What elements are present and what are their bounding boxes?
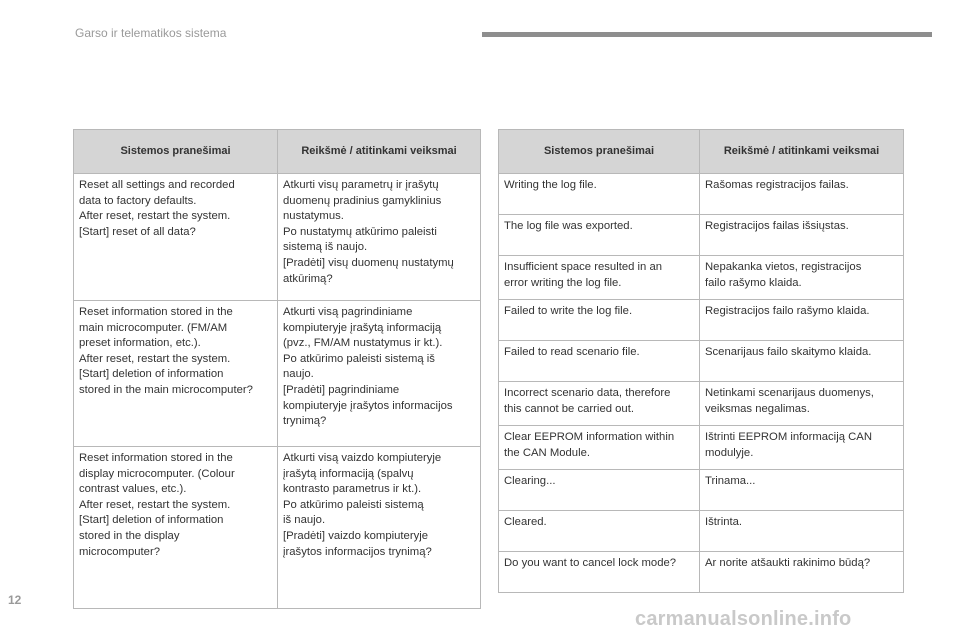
cell-text-line: Atkurti visą pagrindiniame xyxy=(283,306,413,318)
message-cell xyxy=(499,256,700,300)
message-cell xyxy=(499,300,700,341)
cell-text-line: Incorrect scenario data, therefore xyxy=(504,387,671,399)
table-row xyxy=(499,174,904,215)
cell-text-line: display microcomputer. (Colour xyxy=(79,467,235,480)
cell-text-line: kompiuteryje įrašytą informaciją xyxy=(283,321,442,334)
column-header-messages: Sistemos pranešimai xyxy=(74,130,278,174)
cell-text-line: Ar norite atšaukti rakinimo būdą? xyxy=(705,557,871,569)
table-row xyxy=(499,511,904,552)
watermark: carmanualsonline.info xyxy=(635,608,852,630)
cell-text-line: preset information, etc.). xyxy=(79,337,201,350)
column-header-messages: Sistemos pranešimai xyxy=(499,130,700,174)
cell-text-line: Registracijos failas išsiųstas. xyxy=(705,220,849,232)
cell-text-line: Atkurti visų parametrų ir įrašytų xyxy=(283,179,439,191)
table-header-row xyxy=(499,130,904,174)
cell-text-line: įrašytą informaciją (spalvų xyxy=(283,467,414,480)
message-cell xyxy=(74,174,278,301)
table-row xyxy=(499,382,904,426)
table-row xyxy=(499,215,904,256)
cell-text-line: [Pradėti] pagrindiniame xyxy=(283,383,400,396)
cell-text-line: modulyje. xyxy=(705,446,754,459)
meaning-cell xyxy=(700,426,904,470)
cell-text-line: Po nustatymų atkūrimo paleisti xyxy=(283,225,437,238)
meaning-cell xyxy=(700,470,904,511)
cell-text-line: Cleared. xyxy=(504,516,547,528)
table-row xyxy=(499,256,904,300)
cell-text-line: main microcomputer. (FM/AM xyxy=(79,321,228,334)
cell-text-line: Clearing... xyxy=(504,475,556,487)
cell-text-line: Clear EEPROM information within xyxy=(504,431,675,443)
cell-text-line: (pvz., FM/AM nustatymus ir kt.). xyxy=(283,337,443,350)
cell-text-line: Trinama... xyxy=(705,475,756,487)
cell-text-line: [Start] deletion of information xyxy=(79,514,224,527)
cell-text-line: After reset, restart the system. xyxy=(79,210,231,223)
cell-text-line: Reset all settings and recorded xyxy=(79,179,235,191)
cell-text-line: Registracijos failo rašymo klaida. xyxy=(705,305,870,317)
cell-text-line: kompiuteryje įrašytos informacijos xyxy=(283,399,453,412)
message-cell xyxy=(499,426,700,470)
cell-text-line: Failed to read scenario file. xyxy=(504,346,640,358)
table-header-row xyxy=(74,130,481,174)
cell-text-line: stored in the main microcomputer? xyxy=(79,383,253,396)
cell-text-line: Do you want to cancel lock mode? xyxy=(504,557,677,569)
cell-text-line: nustatymus. xyxy=(283,210,344,223)
meaning-cell xyxy=(700,256,904,300)
cell-text-line: Netinkami scenarijaus duomenys, xyxy=(705,387,874,399)
cell-text-line: [Start] deletion of information xyxy=(79,368,224,381)
cell-text-line: sistemą iš naujo. xyxy=(283,241,368,254)
cell-text-line: kontrasto parametrus ir kt.). xyxy=(283,483,422,496)
meaning-cell xyxy=(700,511,904,552)
cell-text-line: [Pradėti] visų duomenų nustatymų xyxy=(283,256,454,269)
cell-text-line: After reset, restart the system. xyxy=(79,498,231,511)
cell-text-line: stored in the display xyxy=(79,529,180,542)
table-row xyxy=(499,470,904,511)
message-cell xyxy=(499,552,700,593)
meaning-cell xyxy=(278,174,481,301)
cell-text-line: Failed to write the log file. xyxy=(504,305,633,317)
meaning-cell xyxy=(700,174,904,215)
table-row xyxy=(499,300,904,341)
message-cell xyxy=(499,341,700,382)
cell-text-line: [Start] reset of all data? xyxy=(79,225,196,238)
cell-text-line: trynimą? xyxy=(283,415,327,428)
cell-text-line: the CAN Module. xyxy=(504,446,591,459)
cell-text-line: Scenarijaus failo skaitymo klaida. xyxy=(705,346,872,358)
header-bar xyxy=(482,32,932,37)
cell-text-line: data to factory defaults. xyxy=(79,194,197,207)
page-header-title: Garso ir telematikos sistema xyxy=(75,26,227,40)
table-row xyxy=(74,301,481,447)
cell-text-line: [Pradėti] vaizdo kompiuteryje xyxy=(283,529,429,542)
cell-text-line: After reset, restart the system. xyxy=(79,352,231,365)
cell-text-line: naujo. xyxy=(283,368,314,381)
message-cell xyxy=(499,174,700,215)
cell-text-line: atkūrimą? xyxy=(283,272,333,285)
meaning-cell xyxy=(278,447,481,609)
table-row xyxy=(499,552,904,593)
column-header-meaning: Reikšmė / atitinkami veiksmai xyxy=(278,130,481,174)
table-row xyxy=(499,341,904,382)
message-cell xyxy=(74,447,278,609)
column-header-meaning: Reikšmė / atitinkami veiksmai xyxy=(700,130,904,174)
message-cell xyxy=(499,470,700,511)
table-row xyxy=(74,174,481,301)
cell-text-line: Insufficient space resulted in an xyxy=(504,261,663,273)
meaning-cell xyxy=(700,300,904,341)
cell-text-line: Atkurti visą vaizdo kompiuteryje xyxy=(283,452,442,464)
meaning-cell xyxy=(700,341,904,382)
meaning-cell xyxy=(278,301,481,447)
meaning-cell xyxy=(700,215,904,256)
meaning-cell xyxy=(700,552,904,593)
cell-text-line: The log file was exported. xyxy=(504,220,633,232)
cell-text-line: Rašomas registracijos failas. xyxy=(705,179,849,191)
cell-text-line: Writing the log file. xyxy=(504,179,597,191)
cell-text-line: Reset information stored in the xyxy=(79,306,233,318)
cell-text-line: iš naujo. xyxy=(283,514,326,527)
cell-text-line: Po atkūrimo paleisti sistemą iš xyxy=(283,352,435,365)
cell-text-line: failo rašymo klaida. xyxy=(705,276,802,289)
table-row xyxy=(74,447,481,609)
cell-text-line: error writing the log file. xyxy=(504,276,622,289)
message-cell xyxy=(499,215,700,256)
cell-text-line: įrašytos informacijos trynimą? xyxy=(283,545,432,558)
message-cell xyxy=(499,382,700,426)
page-number: 12 xyxy=(8,593,22,607)
message-cell xyxy=(499,511,700,552)
cell-text-line: Ištrinta. xyxy=(705,516,743,528)
meaning-cell xyxy=(700,382,904,426)
cell-text-line: Po atkūrimo paleisti sistemą xyxy=(283,498,424,511)
left-messages-table xyxy=(73,129,481,609)
table-row xyxy=(499,426,904,470)
message-cell xyxy=(74,301,278,447)
cell-text-line: Nepakanka vietos, registracijos xyxy=(705,261,862,273)
cell-text-line: Ištrinti EEPROM informaciją CAN xyxy=(705,431,872,443)
cell-text-line: contrast values, etc.). xyxy=(79,483,187,496)
cell-text-line: microcomputer? xyxy=(79,545,160,558)
cell-text-line: this cannot be carried out. xyxy=(504,402,634,415)
cell-text-line: duomenų pradinius gamyklinius xyxy=(283,194,442,207)
cell-text-line: Reset information stored in the xyxy=(79,452,233,464)
cell-text-line: veiksmas negalimas. xyxy=(705,402,810,415)
right-messages-table xyxy=(498,129,904,593)
